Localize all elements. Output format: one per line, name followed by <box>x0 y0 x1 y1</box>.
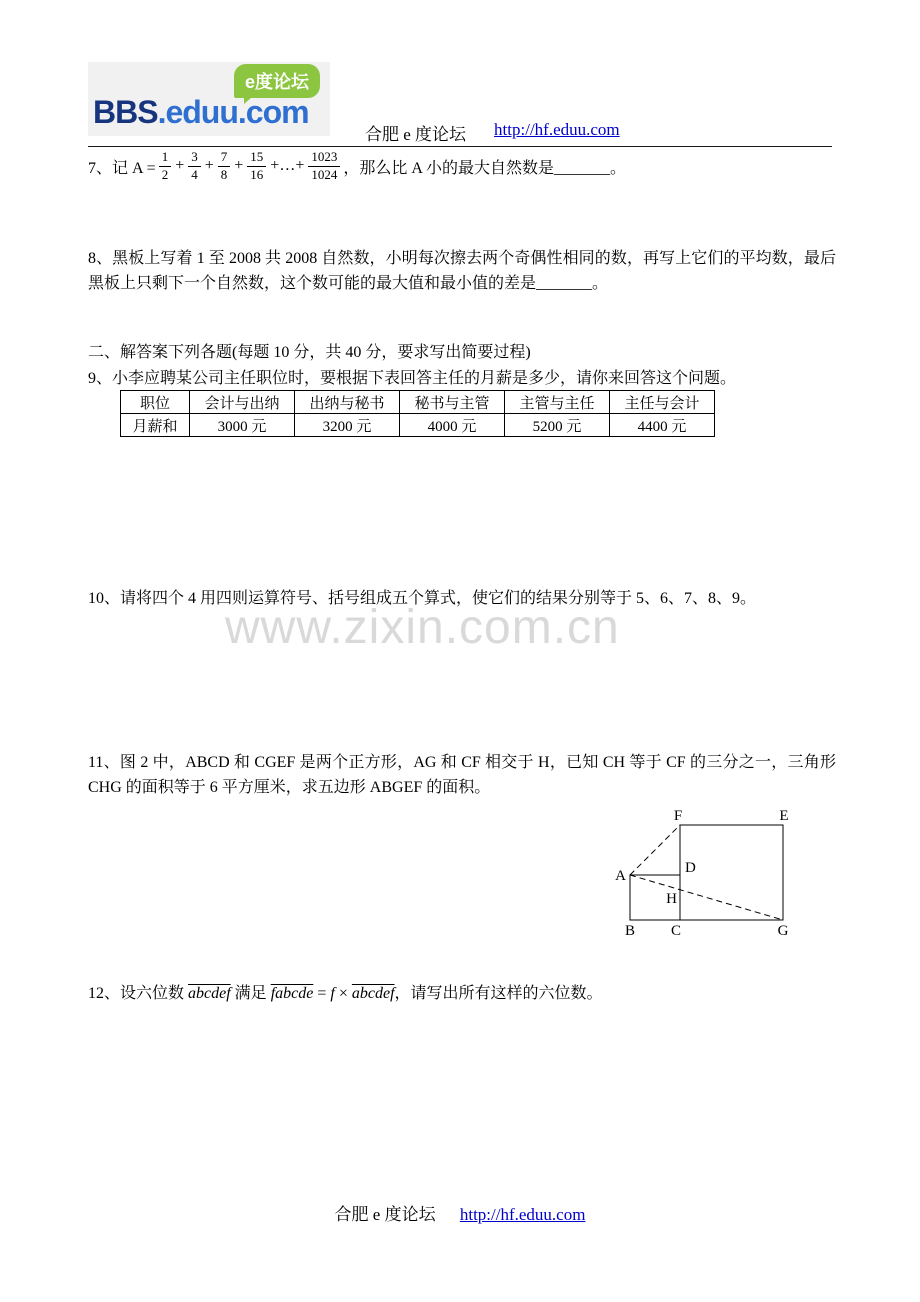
header-site-line <box>365 120 620 145</box>
ellipsis-terms: +…+ <box>270 157 305 175</box>
label-c: C <box>670 923 682 939</box>
table-cell: 职位 <box>121 391 190 414</box>
table-value-row <box>121 414 715 437</box>
q7-lead: 7、记 A = <box>88 159 156 177</box>
label-b: B <box>624 923 636 939</box>
question-9: 9、小李应聘某公司主任职位时，要根据下表回答主任的月薪是多少，请你来回答这个问题。 <box>88 370 737 387</box>
dashed-line-af <box>630 825 680 875</box>
q12-overline-abcdef-2: abcdef <box>351 985 395 1002</box>
bbs-eduu-logo <box>88 62 330 136</box>
q12-mid: 满足 <box>230 985 271 1002</box>
table-cell: 会计与出纳 <box>190 391 295 414</box>
fraction: $\frac{1023}{1024}$ <box>308 150 340 183</box>
label-a: A <box>615 868 626 884</box>
footer-site-name: 合肥 e 度论坛 <box>334 1205 436 1224</box>
table-cell: 出纳与秘书 <box>295 391 400 414</box>
row-label-cell: 月薪和 <box>121 414 190 437</box>
question-8: 8、黑板上写着 1 至 2008 共 2008 自然数，小明每次擦去两个奇偶性相同的数，再写上它们的平均数，最后黑板上只剩下一个自然数，这个数可能的最大值和最小值的差是_______。 <box>88 250 836 292</box>
q12-overline-fabcde: fabcde <box>270 985 314 1002</box>
plus-sign: + <box>204 157 214 175</box>
table-cell: 3000 元 <box>190 414 295 437</box>
question-12 <box>88 980 603 1003</box>
logo-domain-text: .eduu.com <box>157 94 309 130</box>
table-cell: 4400 元 <box>610 414 715 437</box>
table-cell: 3200 元 <box>295 414 400 437</box>
q7-tail: ，那么比 A 小的最大自然数是_______。 <box>343 159 627 177</box>
page-footer <box>0 1200 920 1225</box>
fraction: $\frac{3}{4}$ <box>188 150 201 183</box>
table-cell: 4000 元 <box>400 414 505 437</box>
header-site-link[interactable]: http://hf.eduu.com <box>494 120 620 139</box>
label-e: E <box>779 808 789 824</box>
logo-wordmark <box>93 94 309 131</box>
q12-pre: 12、设六位数 <box>88 985 189 1002</box>
table-cell: 5200 元 <box>505 414 610 437</box>
q12-overline-abcdef: abcdef <box>188 985 231 1002</box>
q12-f-var: f <box>330 985 335 1002</box>
header-divider <box>88 146 832 147</box>
q12-equals: = <box>313 985 331 1002</box>
plus-sign: + <box>175 157 185 175</box>
eduu-bubble-badge: e度论坛 <box>234 64 320 98</box>
table-header-row <box>121 391 715 414</box>
plus-sign: + <box>234 157 244 175</box>
dashed-line-ag <box>630 875 783 920</box>
section-2-heading: 二、解答案下列各题(每题 10 分，共 40 分，要求写出简要过程) <box>88 344 531 361</box>
label-f: F <box>673 808 683 824</box>
salary-table <box>120 390 715 437</box>
question-11: 11、图 2 中，ABCD 和 CGEF 是两个正方形，AG 和 CF 相交于 H，已知 CH 等于 CF 的三分之一，三角形 CHG 的面积等于 6 平方厘米，求五边形 ABGEF 的面积。 <box>88 754 836 796</box>
fraction: $\frac{7}{8}$ <box>218 150 231 183</box>
geometry-figure <box>608 806 808 946</box>
label-h: H <box>666 891 677 907</box>
label-d: D <box>685 860 696 876</box>
q12-tail: ，请写出所有这样的六位数。 <box>394 985 603 1002</box>
question-10: 10、请将四个 4 用四则运算符号、括号组成五个算式，使它们的结果分别等于 5、6、7、8、9。 <box>88 590 757 607</box>
q12-times: × <box>334 985 352 1002</box>
fraction: $\frac{1}{2}$ <box>159 150 172 183</box>
fraction: $\frac{15}{16}$ <box>247 150 266 183</box>
label-g: G <box>777 923 789 939</box>
watermark: www.zixin.com.cn <box>225 601 620 654</box>
table-cell: 秘书与主管 <box>400 391 505 414</box>
question-7 <box>88 150 626 183</box>
footer-site-link[interactable]: http://hf.eduu.com <box>459 1205 586 1224</box>
logo-bbs-text: BBS <box>93 94 158 130</box>
header-site-name: 合肥 e 度论坛 <box>365 125 467 144</box>
table-cell: 主管与主任 <box>505 391 610 414</box>
table-cell: 主任与会计 <box>610 391 715 414</box>
